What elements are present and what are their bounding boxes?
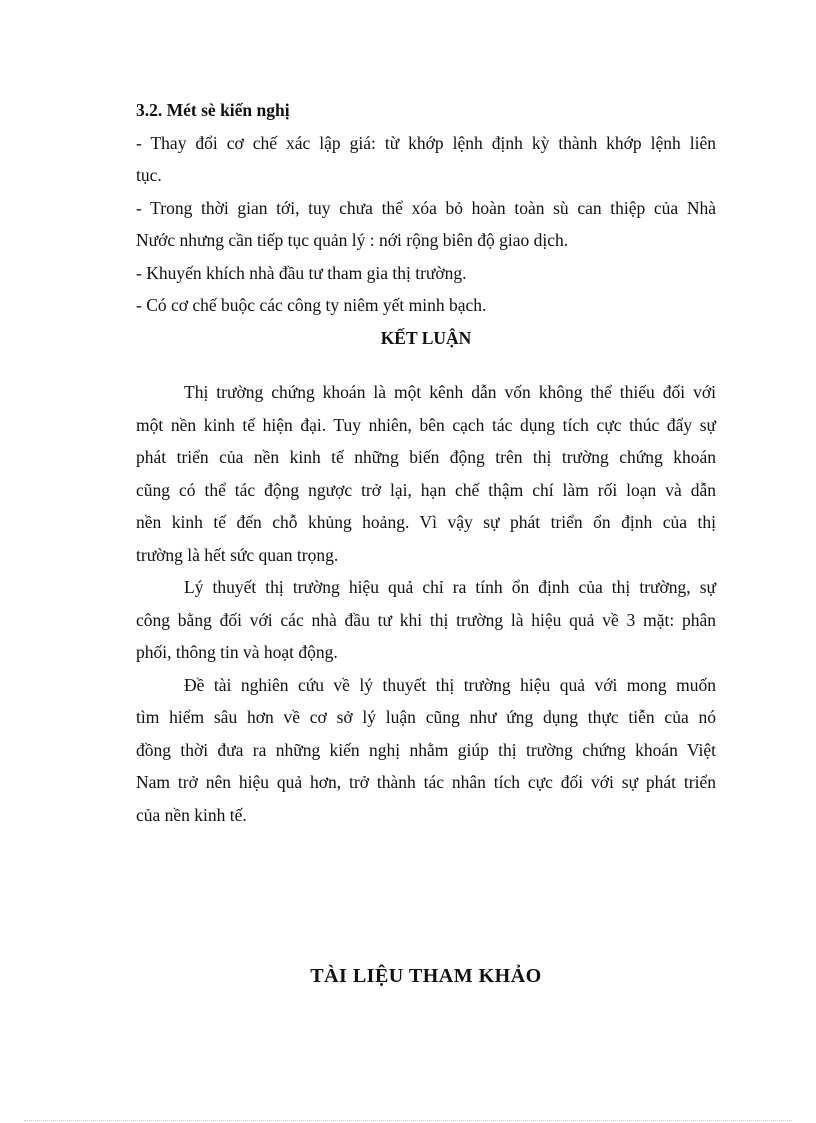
paragraph-line: một nền kinh tế hiện đại. Tuy nhiên, bên cạch tác dụng tích cực thúc đẩy sự (136, 414, 716, 435)
conclusion-paragraph-1 (136, 376, 716, 571)
section-heading: 3.2. Mét sè kiến nghị (136, 100, 290, 120)
paragraph-line: Lý thuyết thị trường hiệu quả chỉ ra tính ổn định của thị trường, sự (184, 577, 716, 597)
page-content (136, 94, 716, 831)
page-bottom-divider (24, 1120, 792, 1121)
recommendation-line: - Khuyến khích nhà đầu tư tham gia thị trường. (136, 262, 467, 283)
conclusion-title: KẾT LUẬN (380, 327, 472, 348)
paragraph-line: tìm hiểm sâu hơn về cơ sở lý luận cũng như ứng dụng thực tiễn của nó (136, 707, 716, 727)
recommendation-line: Nước nhưng cần tiếp tục quản lý : nới rộng biên độ giao dịch. (136, 230, 569, 250)
paragraph-line: của nền kinh tế. (136, 804, 247, 825)
references-title: TÀI LIỆU THAM KHẢO (310, 965, 542, 987)
paragraph-line: Thị trường chứng khoán là một kênh dẫn vốn không thể thiếu đối với (184, 382, 716, 402)
recommendation-line: - Trong thời gian tới, tuy chưa thể xóa bỏ hoàn toàn sù can thiệp của Nhà (136, 197, 716, 218)
paragraph-line: nền kinh tế đến chỗ khủng hoảng. Vì vậy sự phát triển ổn định của thị (136, 512, 716, 532)
paragraph-line: đồng thời đưa ra những kiến nghị nhằm giúp thị trường chứng khoán Việt (136, 739, 716, 760)
paragraph-line: Nam trở nên hiệu quả hơn, trở thành tác nhân tích cực đối với sự phát triển (136, 772, 716, 792)
recommendation-line: tục. (136, 165, 162, 185)
conclusion-paragraph-2 (136, 571, 716, 669)
paragraph-line: Đề tài nghiên cứu về lý thuyết thị trường hiệu quả với mong muốn (184, 674, 716, 695)
paragraph-line: cũng có thể tác động ngược trở lại, hạn chế thậm chí làm rối loạn và dẫn (136, 479, 716, 500)
spacer (136, 354, 716, 376)
conclusion-paragraph-3 (136, 669, 716, 832)
recommendation-line: - Có cơ chế buộc các công ty niêm yết minh bạch. (136, 295, 487, 315)
paragraph-line: phát triển của nền kinh tế những biến động trên thị trường chứng khoán (136, 447, 716, 467)
paragraph-line: phối, thông tin và hoạt động. (136, 642, 338, 662)
paragraph-line: công bằng đối với các nhà đầu tư khi thị trường là hiệu quả về 3 mặt: phân (136, 609, 716, 630)
paragraph-line: trường là hết sức quan trọng. (136, 544, 339, 565)
recommendation-line: - Thay đổi cơ chế xác lập giá: từ khớp lệnh định kỳ thành khớp lệnh liên (136, 132, 716, 153)
recommendation-list (136, 127, 716, 322)
